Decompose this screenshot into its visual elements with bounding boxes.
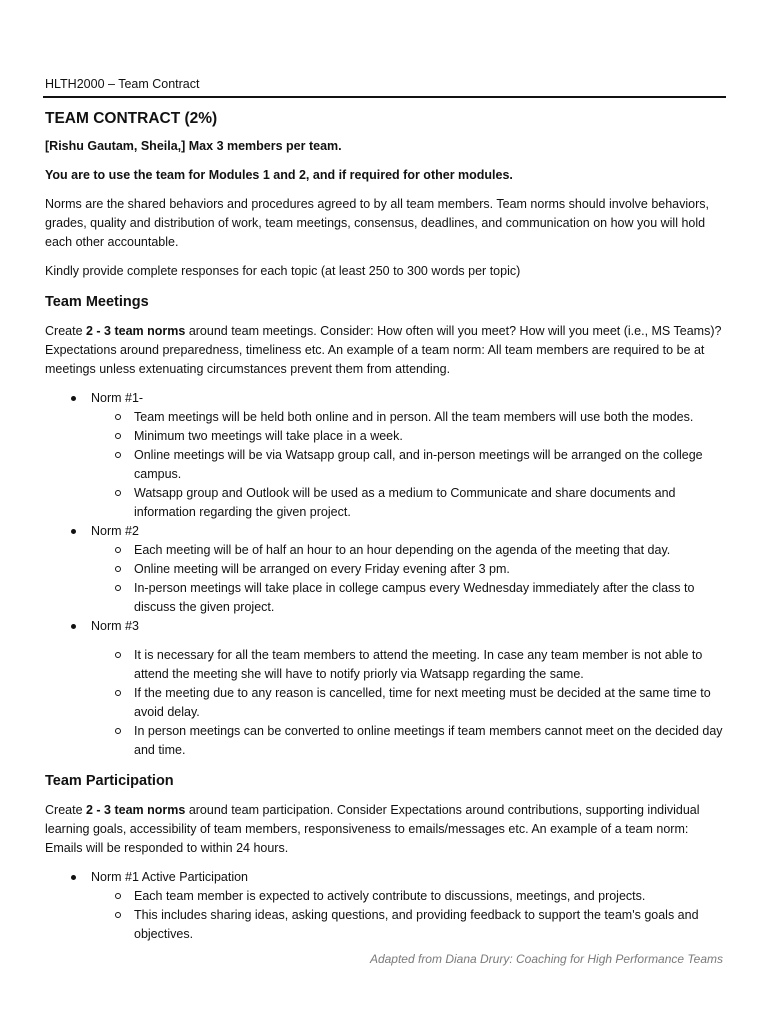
meetings-norm-3 [45,617,725,760]
norm-sublist [91,646,725,760]
list-item: Online meetings will be via Watsapp group call, and in-person meetings will be arranged on the college campus. [91,446,725,484]
list-item: Team meetings will be held both online and in person. All the team members will use both the modes. [91,408,725,427]
list-item: In person meetings can be converted to online meetings if team members cannot meet on the decided day and time. [91,722,725,760]
participation-instructions [45,801,725,858]
members-line: [Rishu Gautam, Sheila,] Max 3 members per team. [45,139,342,153]
list-item: It is necessary for all the team members to attend the meeting. In case any team member is not able to attend the meeting she will have to notify priorly via Watsapp regarding the same. [91,646,725,684]
norm-sublist [91,408,725,522]
list-item: Watsapp group and Outlook will be used as a medium to Communicate and share documents and information regarding the given project. [91,484,725,522]
list-item: If the meeting due to any reason is cancelled, time for next meeting must be decided at the same time to avoid delay. [91,684,725,722]
list-item: Each meeting will be of half an hour to an hour depending on the agenda of the meeting that day. [91,541,725,560]
list-item: Online meeting will be arranged on every Friday evening after 3 pm. [91,560,725,579]
modules-line: You are to use the team for Modules 1 and 2, and if required for other modules. [45,168,513,182]
list-item: In-person meetings will take place in college campus every Wednesday immediately after the class to discuss the given project. [91,579,725,617]
page-footer: Adapted from Diana Drury: Coaching for High Performance Teams [369,952,723,966]
participation-create-rest: around team participation. Consider Expectations around contributions, supporting individual learning goals, accessibility of team members, responsiveness to emails/messages etc. An example of a team norm: Emails will be responded to within 24 hours. [45,803,700,855]
norm-label: Norm #1 Active Participation [91,870,249,884]
meetings-create-bold: 2 - 3 team norms [86,324,186,338]
participation-norm-list [45,868,725,944]
page-title: TEAM CONTRACT (2%) [45,110,218,127]
meetings-instructions [45,322,725,379]
participation-norm-1 [45,868,725,944]
header-rule [43,96,726,98]
list-item: This includes sharing ideas, asking questions, and providing feedback to support the team's goals and objectives. [91,906,725,944]
running-header: HLTH2000 – Team Contract [45,77,200,91]
meetings-heading: Team Meetings [45,294,149,310]
meetings-norm-list [45,389,725,760]
list-item: Minimum two meetings will take place in a week. [91,427,725,446]
participation-create-prefix: Create [45,803,86,817]
norm-sublist [91,887,725,944]
norm-label: Norm #2 [91,524,139,538]
participation-heading: Team Participation [45,773,174,789]
norm-label: Norm #1- [91,391,144,405]
meetings-create-rest: around team meetings. Consider: How often will you meet? How will you meet (i.e., MS Teams)? Expectations around preparedness, timeliness etc. An example of a team norm: All team members are required to be at meetings unless extenuating circumstances prevent them from attending. [45,324,722,376]
response-note: Kindly provide complete responses for each topic (at least 250 to 300 words per topic) [45,264,521,278]
norms-intro: Norms are the shared behaviors and procedures agreed to by all team members. Team norms should involve behaviors, grades, quality and distribution of work, team meetings, consensus, deadlines, and communication on how you will hold each other accountable. [45,197,709,249]
meetings-create-prefix: Create [45,324,86,338]
meetings-norm-2 [45,522,725,617]
list-item: Each team member is expected to actively contribute to discussions, meetings, and projects. [91,887,725,906]
document-body [45,106,725,944]
participation-create-bold: 2 - 3 team norms [86,803,186,817]
norm-sublist [91,541,725,617]
meetings-norm-1 [45,389,725,522]
norm-label: Norm #3 [91,619,139,633]
